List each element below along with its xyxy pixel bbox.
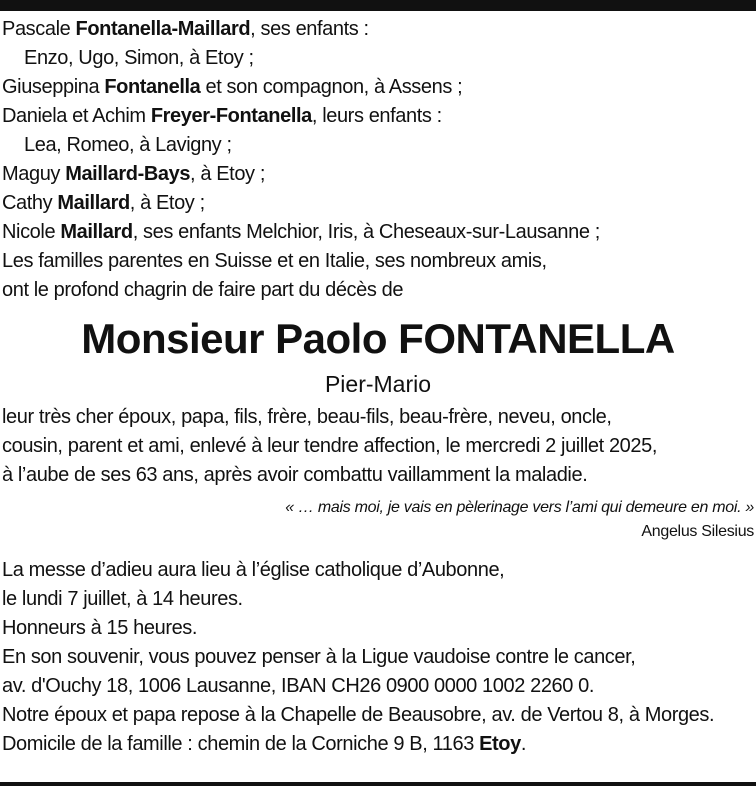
description-line: cousin, parent et ami, enlevé à leur tendre affection, le mercredi 2 juillet 2025, [2, 435, 658, 457]
quote-text: « … mais moi, je vais en pèlerinage vers l’ami qui demeure en moi. » [285, 499, 754, 516]
family-line: Pascale Fontanella-Maillard, ses enfants : [2, 18, 369, 40]
family-line: Lea, Romeo, à Lavigny ; [24, 134, 232, 156]
top-rule [0, 0, 756, 11]
description-line: à l’aube de ses 63 ans, après avoir combattu vaillamment la maladie. [2, 464, 588, 486]
details-line: le lundi 7 juillet, à 14 heures. [2, 588, 243, 610]
family-line: Enzo, Ugo, Simon, à Etoy ; [24, 47, 254, 69]
description-line: leur très cher époux, papa, fils, frère, beau-fils, beau-frère, neveu, oncle, [2, 406, 612, 428]
details-line: av. d'Ouchy 18, 1006 Lausanne, IBAN CH26 0900 0000 1002 2260 0. [2, 675, 595, 697]
details-line: Notre époux et papa repose à la Chapelle de Beausobre, av. de Vertou 8, à Morges. [2, 704, 715, 726]
bottom-rule [0, 782, 756, 786]
quote-author: Angelus Silesius [641, 523, 754, 540]
family-line: Daniela et Achim Freyer-Fontanella, leurs enfants : [2, 105, 442, 127]
details-line: En son souvenir, vous pouvez penser à la Ligue vaudoise contre le cancer, [2, 646, 636, 668]
family-line: ont le profond chagrin de faire part du décès de [2, 279, 404, 301]
family-line: Cathy Maillard, à Etoy ; [2, 192, 205, 214]
details-line: Honneurs à 15 heures. [2, 617, 198, 639]
notice-content [2, 15, 754, 759]
details-line: La messe d’adieu aura lieu à l’église catholique d’Aubonne, [2, 559, 505, 581]
details-line: Domicile de la famille : chemin de la Corniche 9 B, 1163 Etoy. [2, 733, 526, 755]
deceased-name: Monsieur Paolo FONTANELLA [81, 315, 675, 362]
family-line: Maguy Maillard-Bays, à Etoy ; [2, 163, 265, 185]
deceased-first-names: Pier-Mario [324, 371, 432, 397]
family-line: Giuseppina Fontanella et son compagnon, à Assens ; [2, 76, 463, 98]
family-line: Les familles parentes en Suisse et en Italie, ses nombreux amis, [2, 250, 547, 272]
family-line: Nicole Maillard, ses enfants Melchior, Iris, à Cheseaux-sur-Lausanne ; [2, 221, 600, 243]
